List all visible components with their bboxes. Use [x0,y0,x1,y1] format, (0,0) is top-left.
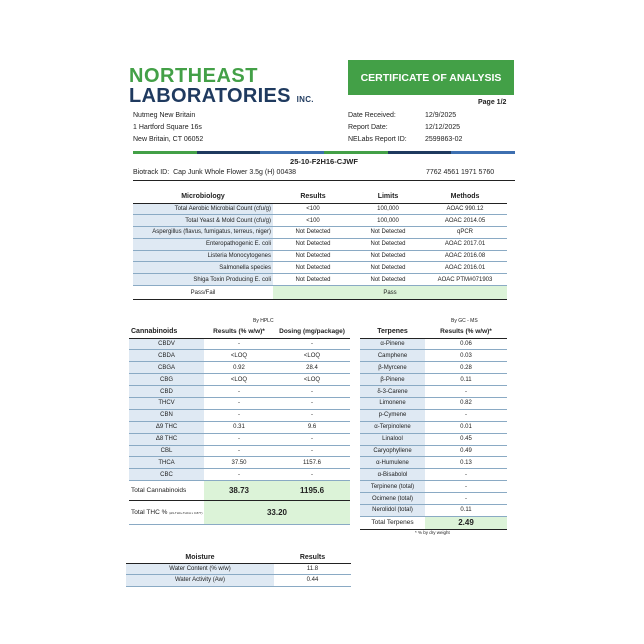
gcms-note: By GC - MS [451,318,478,324]
cannabinoid-result: 0.31 [204,421,274,433]
total-thc-row [129,501,350,525]
table-row [360,504,507,516]
cannabinoid-dose: 28.4 [274,362,350,374]
cannabinoid-name: CBL [129,445,204,457]
report-id-label: NELabs Report ID: [348,136,407,143]
cannabinoid-dose: - [274,409,350,421]
cannabinoids-table [129,325,350,525]
cannabinoid-name: THCA [129,457,204,469]
table-row [133,250,507,262]
cannabinoids-header: Cannabinoids [129,325,204,338]
microbiology-header-row [133,191,507,203]
biotrack-description: Cap Junk Whole Flower 3.5g (H) 00438 [173,169,297,176]
cannabinoid-result: - [204,386,274,398]
terpene-name: p-Cymene [360,409,425,421]
cannabinoid-dose: - [274,445,350,457]
terpenes-header-row [360,325,507,338]
table-row [129,397,350,409]
test-limit: Not Detected [353,250,423,262]
test-name: Enteropathogenic E. coli [133,238,273,250]
terpene-results-header: Results (% w/w)* [425,325,507,338]
test-name: Total Aerobic Microbial Count (cfu/g) [133,203,273,215]
terpene-result: 0.13 [425,457,507,469]
total-thc-label: Total THC % [131,509,168,517]
terpene-result: - [425,481,507,493]
cannabinoid-dose: <LOQ [274,374,350,386]
table-row [129,350,350,362]
test-result: Not Detected [273,250,353,262]
total-cannabinoids-result: 38.73 [204,481,274,501]
report-info-values [425,110,462,146]
moisture-header: Moisture [126,553,274,563]
cannabinoid-result: - [204,445,274,457]
table-row [133,262,507,274]
cannabinoid-name: CBN [129,409,204,421]
table-row [360,409,507,421]
cannabinoid-dose: - [274,469,350,481]
limits-header: Limits [353,191,423,203]
terpene-name: α-Pinene [360,338,425,350]
table-row [133,203,507,215]
divider-bar-segment [133,151,197,154]
test-method: AOAC 2014.05 [423,215,507,227]
cannabinoid-dose: - [274,433,350,445]
terpene-result: 0.45 [425,433,507,445]
test-name: Aspergillus (flavus, fumigatus, terreus, niger) [133,227,273,239]
table-row [129,433,350,445]
table-row [129,374,350,386]
report-date-label: Report Date: [348,124,388,131]
total-thc-label-cell [129,501,204,525]
cannabinoid-name: CBC [129,469,204,481]
client-address-line-1: 1 Hartford Square 16s [133,124,202,131]
cannabinoid-dose: - [274,338,350,350]
cannabinoid-dose: - [274,386,350,398]
terpene-result: 0.01 [425,421,507,433]
sample-underline [133,180,515,181]
table-row [360,397,507,409]
cannabinoid-dose: <LOQ [274,350,350,362]
cannabinoid-name: Δ8 THC [129,433,204,445]
test-name: Salmonella species [133,262,273,274]
total-thc-value: 33.20 [204,501,350,525]
terpene-name: β-Pinene [360,374,425,386]
terpene-name: β-Myrcene [360,362,425,374]
test-name: Listeria Monocytogenes [133,250,273,262]
test-method: AOAC 2016.01 [423,262,507,274]
test-limit: 100,000 [353,215,423,227]
report-date-value: 12/12/2025 [425,124,461,131]
cannabinoids-header-row [129,325,350,338]
table-row [360,433,507,445]
cannabinoid-result: 0.92 [204,362,274,374]
cannabinoid-dose: 1157.6 [274,457,350,469]
company-logo [129,66,329,110]
test-limit: Not Detected [353,262,423,274]
cannabinoid-name: CBD [129,386,204,398]
table-row [129,457,350,469]
microbiology-header: Microbiology [133,191,273,203]
test-method: AOAC 990.12 [423,203,507,215]
test-method: AOAC 2017.01 [423,238,507,250]
client-address [133,110,203,146]
table-row [360,457,507,469]
table-row [126,575,351,587]
terpene-name: Terpinene (total) [360,481,425,493]
cannabinoid-results-header: Results (% w/w)* [204,325,274,338]
table-row [360,338,507,350]
date-received-label: Date Received: [348,112,396,119]
terpene-name: Linalool [360,433,425,445]
results-header: Results [273,191,353,203]
moisture-test-result: 11.8 [274,563,351,575]
terpene-name: δ-3-Carene [360,386,425,398]
terpenes-header: Terpenes [360,325,425,338]
cannabinoid-dose: - [274,397,350,409]
table-row [360,350,507,362]
cannabinoid-result: <LOQ [204,374,274,386]
test-result: Not Detected [273,262,353,274]
biotrack-label: Biotrack ID: [133,169,170,176]
terpene-result: - [425,409,507,421]
moisture-test-name: Water Content (% w/w) [126,563,274,575]
methods-header: Methods [423,191,507,203]
table-row [133,274,507,286]
date-received-value: 12/9/2025 [425,112,457,119]
hplc-note: By HPLC [253,318,274,324]
report-id-value: 2599863-02 [425,136,463,143]
cannabinoid-result: - [204,433,274,445]
pass-fail-label: Pass/Fail [133,286,273,300]
table-row [129,469,350,481]
pass-fail-value: Pass [273,286,507,300]
cannabinoid-result: 37.50 [204,457,274,469]
divider-bar-segment [451,151,515,154]
test-result: <100 [273,215,353,227]
terpene-name: α-Bisabolol [360,469,425,481]
terpene-name: α-Humulene [360,457,425,469]
test-result: Not Detected [273,227,353,239]
cannabinoid-name: CBDA [129,350,204,362]
terpene-name: α-Terpinolene [360,421,425,433]
table-row [129,409,350,421]
table-row [129,338,350,350]
terpene-result: - [425,469,507,481]
total-thc-formula: (Δ9-THC+THCA x 0.877) [169,511,203,516]
certificate-title-banner: CERTIFICATE OF ANALYSIS [348,60,514,95]
moisture-test-result: 0.44 [274,575,351,587]
biotrack-line [133,169,296,176]
logo-inc: INC. [296,95,314,104]
terpene-name: Camphene [360,350,425,362]
divider-bar-segment [197,151,261,154]
table-row [360,362,507,374]
terpene-result: 0.03 [425,350,507,362]
cannabinoid-name: THCV [129,397,204,409]
sample-id: 25-10-F2H16-CJWF [290,157,358,166]
test-limit: 100,000 [353,203,423,215]
table-row [360,386,507,398]
table-row [133,227,507,239]
table-row [360,445,507,457]
terpene-result: 0.82 [425,397,507,409]
table-row [133,215,507,227]
total-terpenes-label: Total Terpenes [360,516,425,529]
cannabinoid-result: <LOQ [204,350,274,362]
cannabinoid-name: CBG [129,374,204,386]
divider-bar-segment [260,151,324,154]
terpene-result: 0.49 [425,445,507,457]
test-limit: Not Detected [353,274,423,286]
test-method: qPCR [423,227,507,239]
table-row [360,469,507,481]
cannabinoid-dose: 9.6 [274,421,350,433]
table-row [360,374,507,386]
total-cannabinoids-label: Total Cannabinoids [129,481,204,501]
test-result: Not Detected [273,238,353,250]
terpene-result: 0.11 [425,374,507,386]
test-result: <100 [273,203,353,215]
cannabinoid-name: CBGA [129,362,204,374]
table-row [129,445,350,457]
table-row [129,421,350,433]
microbiology-table [133,191,507,300]
moisture-header-row [126,553,351,563]
terpene-result: 0.06 [425,338,507,350]
cannabinoid-result: - [204,338,274,350]
terpenes-table [360,325,507,530]
test-method: AOAC PTM#071903 [423,274,507,286]
test-name: Shiga Toxin Producing E. coli [133,274,273,286]
table-row [360,481,507,493]
total-terpenes-value: 2.49 [425,516,507,529]
total-cannabinoids-row [129,481,350,501]
cannabinoid-result: - [204,397,274,409]
terpene-name: Ocimene (total) [360,493,425,505]
pass-fail-row [133,286,507,300]
table-row [126,563,351,575]
divider-bar-segment [388,151,452,154]
table-row [129,386,350,398]
terpene-name: Nerolidol (total) [360,504,425,516]
divider-bar-segment [324,151,388,154]
total-terpenes-row [360,516,507,529]
cannabinoid-result: - [204,469,274,481]
terpene-result: 0.11 [425,504,507,516]
terpene-result: - [425,493,507,505]
test-limit: Not Detected [353,227,423,239]
moisture-table [126,553,351,587]
test-method: AOAC 2016.08 [423,250,507,262]
client-address-line-2: New Britain, CT 06052 [133,136,204,143]
table-row [360,493,507,505]
dosing-header: Dosing (mg/package) [274,325,350,338]
test-result: Not Detected [273,274,353,286]
client-name: Nutmeg New Britain [133,112,196,119]
terpene-result: - [425,386,507,398]
table-row [360,421,507,433]
cannabinoid-name: Δ9 THC [129,421,204,433]
moisture-test-name: Water Activity (Aw) [126,575,274,587]
table-row [133,238,507,250]
terpene-result: 0.28 [425,362,507,374]
biotrack-number: 7762 4561 1971 5760 [426,169,495,176]
logo-line-2: LABORATORIES INC. [129,85,314,107]
dry-weight-footnote: * % by dry weight [415,530,450,535]
cannabinoid-name: CBDV [129,338,204,350]
logo-line-1: NORTHEAST [129,65,258,87]
terpene-name: Limonene [360,397,425,409]
moisture-results-header: Results [274,553,351,563]
total-cannabinoids-dose: 1195.6 [274,481,350,501]
terpene-name: Caryophyllene [360,445,425,457]
test-name: Total Yeast & Mold Count (cfu/g) [133,215,273,227]
table-row [129,362,350,374]
report-info-labels [348,110,407,146]
test-limit: Not Detected [353,238,423,250]
page-number: Page 1/2 [478,99,507,106]
cannabinoid-result: - [204,409,274,421]
